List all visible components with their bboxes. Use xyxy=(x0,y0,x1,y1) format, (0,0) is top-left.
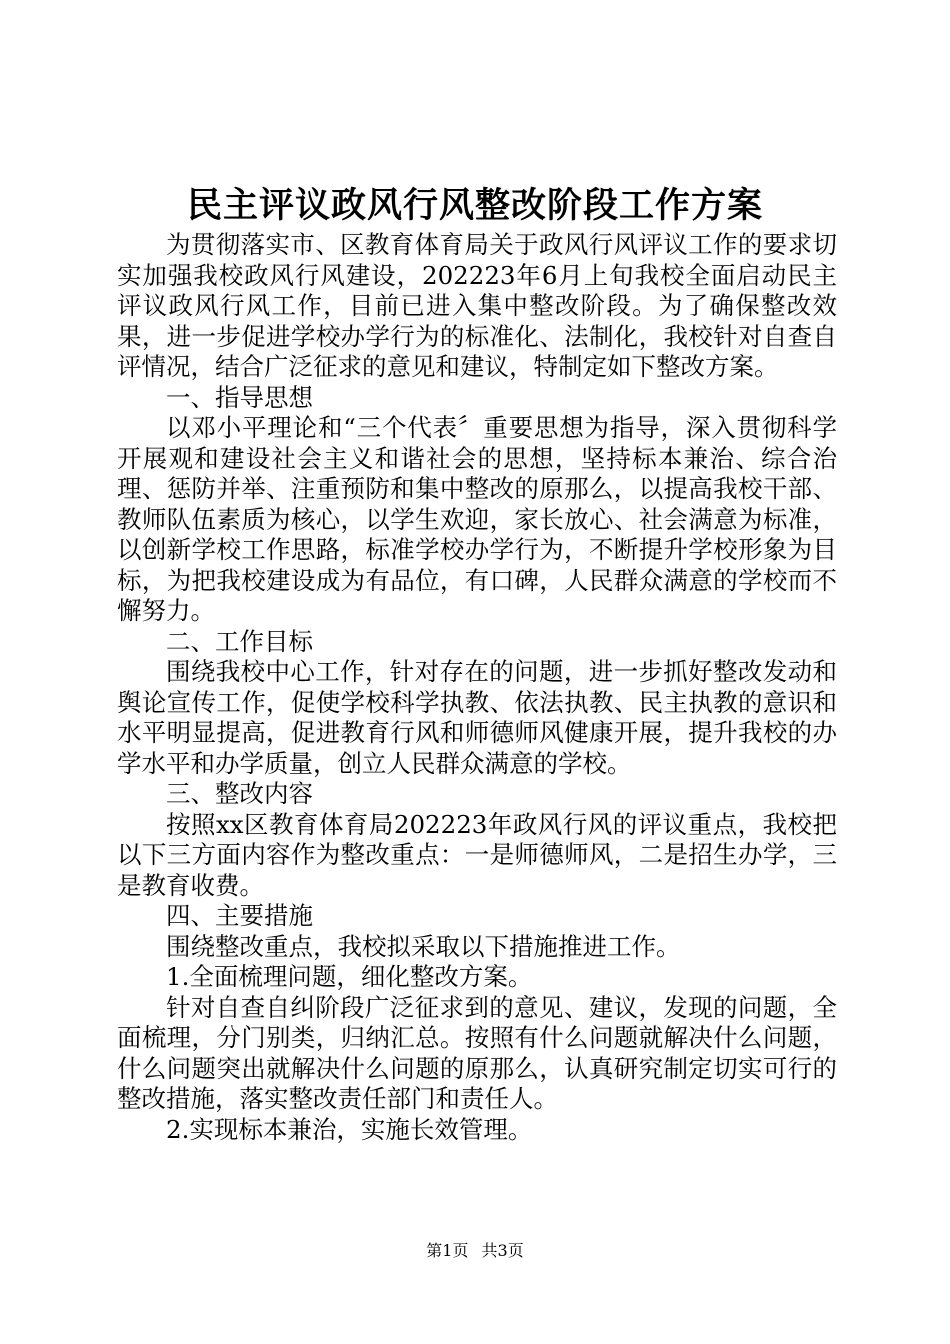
section-heading-guiding-ideology: 一、指导思想 xyxy=(166,382,313,412)
document-body xyxy=(117,230,837,1145)
document-title: 民主评议政风行风整改阶段工作方案 xyxy=(186,185,763,226)
main-measures-intro: 围绕整改重点，我校拟采取以下措施推进工作。 xyxy=(166,931,681,961)
page-number: 第1页 xyxy=(426,1241,469,1260)
measure-1-paragraph: 针对自查自纠阶段广泛征求到的意见、建议，发现的问题，全面梳理，分门别类，归纳汇总。按照有什么问题就解决什么问题，什么问题突出就解决什么问题的原那么，认真研究制定切实可行的整改措施，落实整改责任部门和责任人。 xyxy=(117,992,837,1113)
guiding-ideology-paragraph: 以邓小平理论和“三个代表〞重要思想为指导，深入贯彻科学开展观和建设社会主义和谐社会的思想，坚持标本兼治、综合治理、惩防并举、注重预防和集中整改的原那么，以提高我校干部、教师队伍素质为核心，以学生欢迎，家长放心、社会满意为标准，以创新学校工作思路，标准学校办学行为，不断提升学校形象为目标，为把我校建设成为有品位，有口碑，人民群众满意的学校而不懈努力。 xyxy=(117,413,837,625)
page-footer xyxy=(0,1240,950,1262)
intro-paragraph: 为贯彻落实市、区教育体育局关于政风行风评议工作的要求切实加强我校政风行风建设，202223年6月上旬我校全面启动民主评议政风行风工作，目前已进入集中整改阶段。为了确保整改效果，进一步促进学校办学行为的标准化、法制化，我校针对自查自评情况，结合广泛征求的意见和建议，特制定如下整改方案。 xyxy=(117,230,837,381)
measure-2-heading: 2.实现标本兼治，实施长效管理。 xyxy=(166,1114,533,1144)
work-goals-paragraph: 围绕我校中心工作，针对存在的问题，进一步抓好整改发动和舆论宣传工作，促使学校科学执教、依法执教、民主执教的意识和水平明显提高，促进教育行风和师德师风健康开展，提升我校的办学水平和办学质量，创立人民群众满意的学校。 xyxy=(117,657,837,778)
section-heading-main-measures: 四、主要措施 xyxy=(166,901,313,930)
rectification-content-paragraph: 按照xx区教育体育局202223年政风行风的评议重点，我校把以下三方面内容作为整改重点：一是师德师风，二是招生办学，三是教育收费。 xyxy=(117,809,837,900)
page-total: 共3页 xyxy=(481,1241,524,1260)
section-heading-rectification-content: 三、整改内容 xyxy=(166,779,313,808)
section-heading-work-goals: 二、工作目标 xyxy=(166,626,313,656)
measure-1-heading: 1.全面梳理问题，细化整改方案。 xyxy=(166,962,533,991)
